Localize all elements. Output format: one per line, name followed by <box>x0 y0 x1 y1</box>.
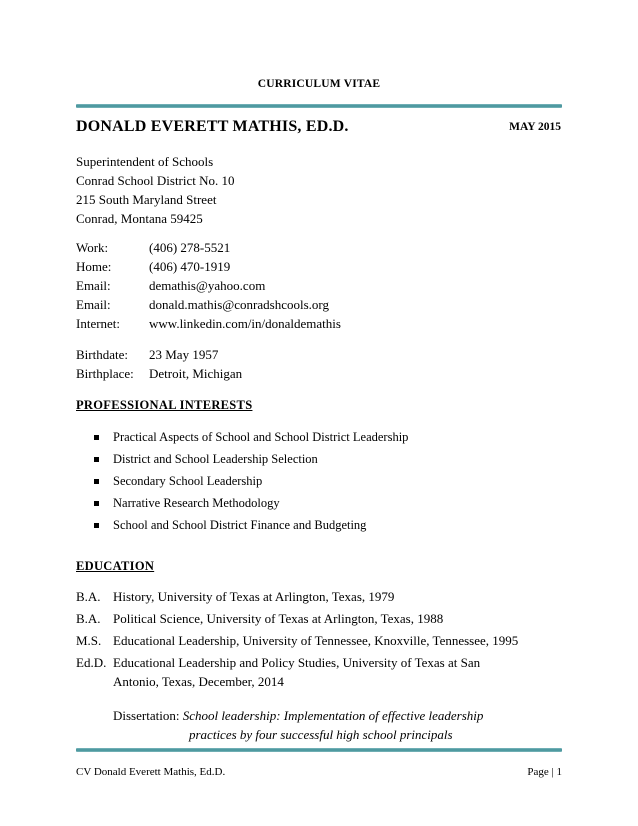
address-line: Conrad School District No. 10 <box>76 173 235 188</box>
contact-row <box>76 295 341 314</box>
dissertation-label: Dissertation: <box>113 708 180 723</box>
contact-row <box>76 276 341 295</box>
contact-block <box>76 238 341 333</box>
list-item-text: Secondary School Leadership <box>113 473 263 488</box>
list-item-text: Narrative Research Methodology <box>113 495 280 510</box>
contact-value: (406) 470-1919 <box>149 259 231 274</box>
bullet-square-icon <box>94 479 99 484</box>
person-name: DONALD EVERETT MATHIS, ED.D. <box>76 118 349 135</box>
list-item-text: Practical Aspects of School and School District Leadership <box>113 429 409 444</box>
contact-label: Email: <box>76 297 111 312</box>
dissertation <box>113 706 483 744</box>
list-item <box>94 492 408 514</box>
bio-row <box>76 345 242 364</box>
bio-label: Birthplace: <box>76 366 134 381</box>
contact-label: Work: <box>76 240 109 255</box>
education-entry <box>76 653 518 691</box>
contact-row <box>76 314 341 333</box>
degree-text: Educational Leadership, University of Tennessee, Knoxville, Tennessee, 1995 <box>113 633 519 648</box>
footer-divider <box>76 748 562 752</box>
bio-value: 23 May 1957 <box>149 347 219 362</box>
contact-label: Internet: <box>76 316 121 331</box>
interests-heading: PROFESSIONAL INTERESTS <box>76 398 253 412</box>
degree-text: History, University of Texas at Arlington, Texas, 1979 <box>113 589 395 604</box>
interests-list <box>94 426 408 536</box>
dissertation-title-cont: practices by four successful high school principals <box>189 727 453 742</box>
education-heading: EDUCATION <box>76 559 155 573</box>
page-number: Page | 1 <box>527 766 562 778</box>
document-title: CURRICULUM VITAE <box>257 78 381 90</box>
contact-value: www.linkedin.com/in/donaldemathis <box>149 316 341 331</box>
degree-label: M.S. <box>76 633 102 648</box>
degree-text-line: Antonio, Texas, December, 2014 <box>113 674 284 689</box>
bio-value: Detroit, Michigan <box>149 366 243 381</box>
contact-value: donald.mathis@conradshcools.org <box>149 297 329 312</box>
list-item-text: District and School Leadership Selection <box>113 451 318 466</box>
address-line: Superintendent of Schools <box>76 154 214 169</box>
contact-row <box>76 257 341 276</box>
education-list <box>76 587 518 691</box>
bullet-square-icon <box>94 457 99 462</box>
degree-text <box>113 653 480 691</box>
bio-row <box>76 364 242 383</box>
address-line: Conrad, Montana 59425 <box>76 211 203 226</box>
footer-name: CV Donald Everett Mathis, Ed.D. <box>76 766 226 778</box>
contact-value: (406) 278-5521 <box>149 240 231 255</box>
address-block <box>76 152 235 228</box>
list-item <box>94 426 408 448</box>
bullet-square-icon <box>94 501 99 506</box>
degree-label: B.A. <box>76 589 101 604</box>
contact-row <box>76 238 341 257</box>
list-item-text: School and School District Finance and Budgeting <box>113 517 367 532</box>
list-item <box>94 514 408 536</box>
dissertation-title: School leadership: Implementation of effective leadership <box>182 708 484 723</box>
header-divider <box>76 104 562 108</box>
degree-label: B.A. <box>76 611 101 626</box>
education-entry <box>76 587 518 606</box>
list-item <box>94 470 408 492</box>
bullet-square-icon <box>94 523 99 528</box>
address-line: 215 South Maryland Street <box>76 192 217 207</box>
contact-label: Email: <box>76 278 111 293</box>
list-item <box>94 448 408 470</box>
contact-value: demathis@yahoo.com <box>149 278 266 293</box>
education-entry <box>76 631 518 650</box>
education-entry <box>76 609 518 628</box>
document-date: MAY 2015 <box>509 121 561 133</box>
bio-label: Birthdate: <box>76 347 128 362</box>
bio-block <box>76 345 242 383</box>
bullet-square-icon <box>94 435 99 440</box>
degree-text-line: Educational Leadership and Policy Studies, University of Texas at San <box>113 655 481 670</box>
degree-label: Ed.D. <box>76 655 107 670</box>
degree-text: Political Science, University of Texas at Arlington, Texas, 1988 <box>113 611 444 626</box>
contact-label: Home: <box>76 259 112 274</box>
